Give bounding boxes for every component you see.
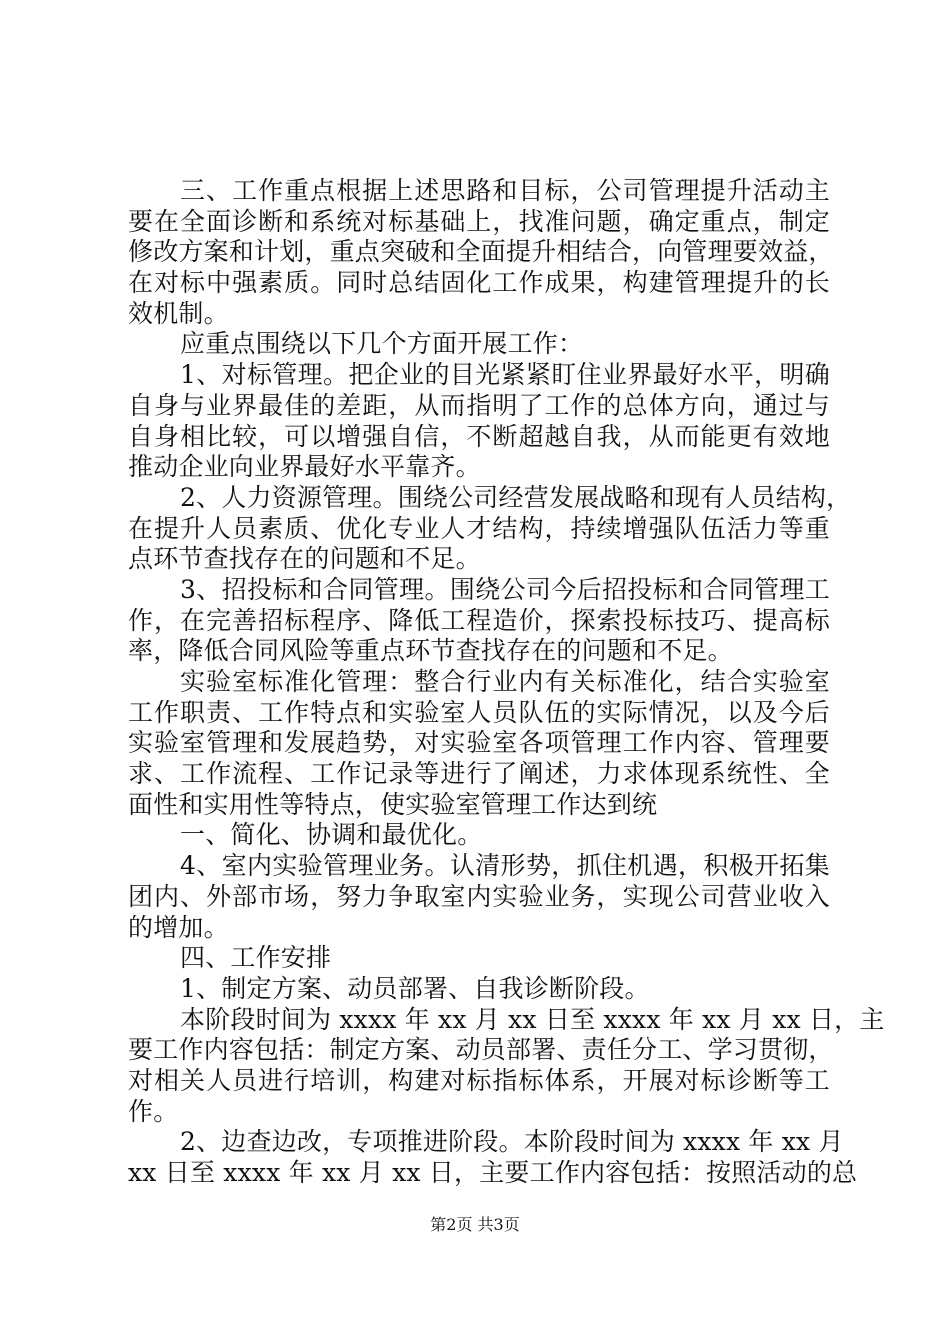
paragraph-line: 工作职责、工作特点和实验室人员队伍的实际情况，以及今后 — [128, 697, 830, 727]
paragraph-line: 自身与业界最佳的差距，从而指明了工作的总体方向，通过与 — [128, 390, 830, 420]
paragraph-line: 一、简化、协调和最优化。 — [180, 820, 483, 850]
paragraph-line: 应重点围绕以下几个方面开展工作： — [180, 329, 584, 359]
paragraph-line: 自身相比较，可以增强自信，不断超越自我，从而能更有效地 — [128, 421, 830, 451]
paragraph-line: 求、工作流程、工作记录等进行了阐述，力求体现系统性、全 — [128, 759, 830, 789]
paragraph-line: 作。 — [128, 1096, 179, 1126]
paragraph-line: 1、制定方案、动员部署、自我诊断阶段。 — [180, 973, 650, 1003]
paragraph-line: 点环节查找存在的问题和不足。 — [128, 544, 481, 574]
paragraph-line: 对相关人员进行培训，构建对标指标体系，开展对标诊断等工 — [128, 1065, 830, 1095]
paragraph-line: 率，降低合同风险等重点环节查找存在的问题和不足。 — [128, 636, 733, 666]
paragraph-line: 修改方案和计划，重点突破和全面提升相结合，向管理要效益， — [128, 237, 834, 267]
paragraph-line: 2、边查边改，专项推进阶段。本阶段时间为 xxxx 年 xx 月 — [180, 1127, 844, 1157]
section-heading: 四、工作安排 — [180, 943, 332, 973]
paragraph-line: 1、对标管理。把企业的目光紧紧盯住业界最好水平，明确 — [180, 360, 830, 390]
paragraph-line: xx 日至 xxxx 年 xx 月 xx 日，主要工作内容包括：按照活动的总 — [128, 1158, 858, 1187]
paragraph-line: 在提升人员素质、优化专业人才结构，持续增强队伍活力等重 — [128, 513, 830, 543]
paragraph-line: 效机制。 — [128, 298, 229, 328]
paragraph-line: 实验室标准化管理：整合行业内有关标准化，结合实验室 — [180, 667, 830, 696]
page-number-label: 第2页 共3页 — [430, 1215, 520, 1234]
paragraph-line: 推动企业向业界最好水平靠齐。 — [128, 452, 481, 482]
paragraph-line: 三、工作重点根据上述思路和目标，公司管理提升活动主 — [180, 176, 830, 205]
paragraph-line: 本阶段时间为 xxxx 年 xx 月 xx 日至 xxxx 年 xx 月 xx 日，主 — [180, 1004, 885, 1034]
document-body — [128, 176, 885, 1189]
paragraph-line: 的增加。 — [128, 912, 229, 942]
paragraph-line: 面性和实用性等特点，使实验室管理工作达到统 — [128, 789, 658, 819]
paragraph-line: 实验室管理和发展趋势，对实验室各项管理工作内容、管理要 — [128, 728, 830, 758]
paragraph-line: 作，在完善招标程序、降低工程造价，探索投标技巧、提高标 — [128, 605, 830, 635]
paragraph-line: 要工作内容包括：制定方案、动员部署、责任分工、学习贯彻， — [128, 1035, 834, 1065]
paragraph-line: 4、室内实验管理业务。认清形势，抓住机遇，积极开拓集 — [180, 851, 830, 881]
paragraph-line: 团内、外部市场，努力争取室内实验业务，实现公司营业收入 — [128, 881, 830, 911]
paragraph-line: 2、人力资源管理。围绕公司经营发展战略和现有人员结构， — [180, 482, 852, 512]
paragraph-line: 在对标中强素质。同时总结固化工作成果，构建管理提升的长 — [128, 268, 830, 298]
paragraph-line: 3、招投标和合同管理。围绕公司今后招投标和合同管理工 — [180, 574, 830, 604]
page-footer — [0, 1215, 950, 1235]
paragraph-line: 要在全面诊断和系统对标基础上，找准问题，确定重点，制定 — [128, 206, 830, 236]
